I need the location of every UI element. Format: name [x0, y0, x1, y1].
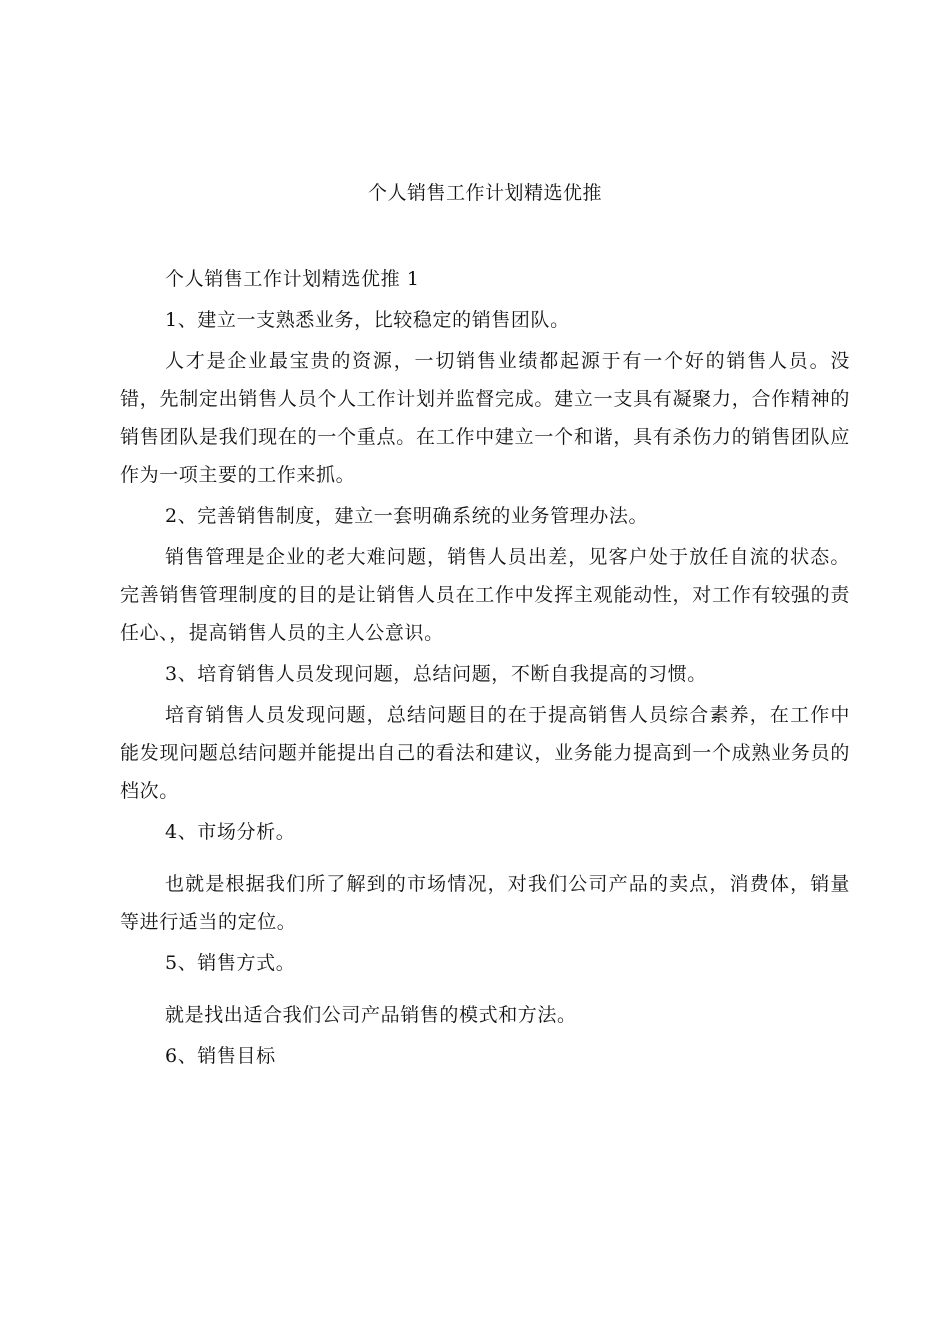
section-heading-3: 3、培育销售人员发现问题，总结问题，不断自我提高的习惯。	[165, 663, 707, 685]
section-heading-2: 2、完善销售制度，建立一套明确系统的业务管理办法。	[165, 505, 649, 527]
section-text-4: 也就是根据我们所了解到的市场情况，对我们公司产品的卖点，消费体，销量等进行适当的定位。	[120, 873, 850, 933]
section-heading-4: 4、市场分析。	[165, 821, 296, 843]
section-text-2: 销售管理是企业的老大难问题，销售人员出差，见客户处于放任自流的状态。完善销售管理制度的目的是让销售人员在工作中发挥主观能动性，对工作有较强的责任心、，提高销售人员的主人公意识。	[120, 546, 850, 644]
document-title: 个人销售工作计划精选优推	[367, 182, 602, 204]
section-heading-5: 5、销售方式。	[165, 952, 296, 974]
section-heading-1: 1、建立一支熟悉业务，比较稳定的销售团队。	[165, 309, 570, 331]
document-body	[120, 260, 850, 1078]
section-text-5: 就是找出适合我们公司产品销售的模式和方法。	[165, 1004, 577, 1026]
section-text-1: 人才是企业最宝贵的资源，一切销售业绩都起源于有一个好的销售人员。没错，先制定出销售人员个人工作计划并监督完成。建立一支具有凝聚力，合作精神的销售团队是我们现在的一个重点。在工作中建立一个和谐，具有杀伤力的销售团队应作为一项主要的工作来抓。	[120, 350, 850, 486]
section-heading-6: 6、销售目标	[165, 1045, 276, 1067]
section-text-3: 培育销售人员发现问题，总结问题目的在于提高销售人员综合素养，在工作中能发现问题总结问题并能提出自己的看法和建议，业务能力提高到一个成熟业务员的档次。	[120, 704, 850, 802]
document-subtitle: 个人销售工作计划精选优推 1	[165, 268, 420, 290]
